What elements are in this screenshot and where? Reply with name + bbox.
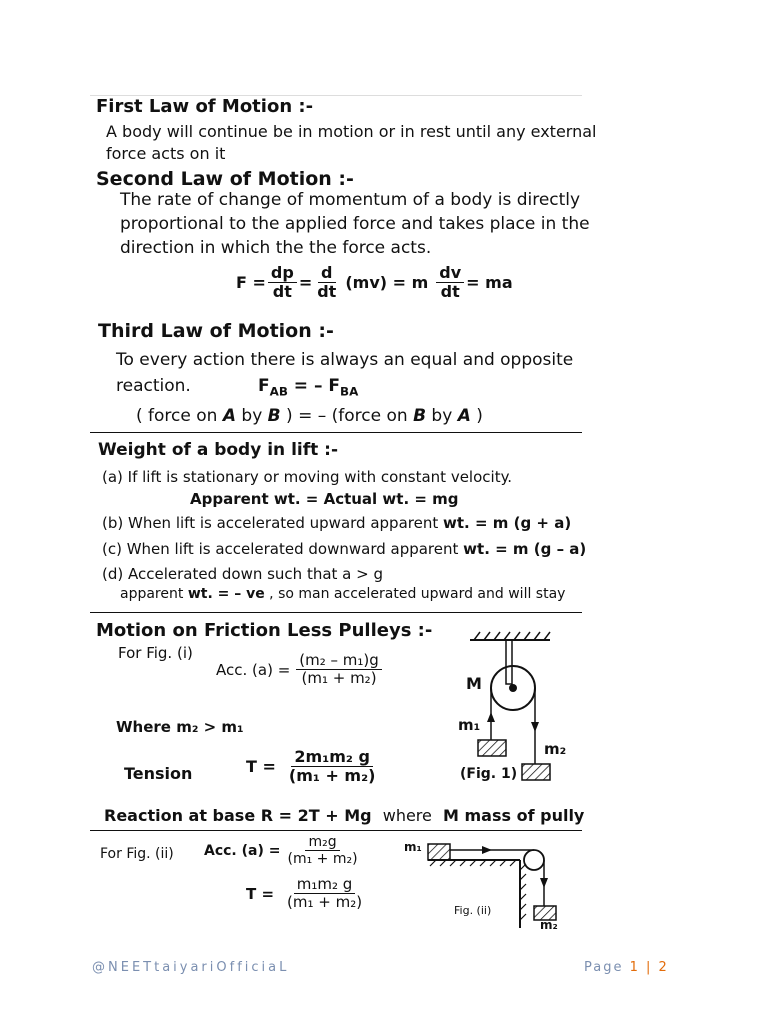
lift-d2: apparent wt. = – ve , so man accelerated upward and will stay (120, 586, 566, 602)
lift-a: (a) If lift is stationary or moving with constant velocity. (102, 468, 513, 486)
footer-handle: @NEETtaiyariOfficiaL (92, 960, 290, 975)
first-law-title: First Law of Motion :- (96, 96, 314, 117)
second-law-equation (236, 264, 513, 302)
frac-dp-dt: $\frac{dp}{dt}$ (268, 264, 297, 302)
eq-mv: (mv) = m (345, 273, 429, 293)
lift-b: (b) When lift is accelerated upward apparent wt. = m (g + a) (102, 514, 572, 532)
second-law-title: Second Law of Motion :- (96, 168, 354, 190)
fig1-label-m2: m₂ (544, 740, 567, 758)
where-text: Where m₂ > m₁ (116, 718, 244, 736)
third-law-line3: ( force on A by B ) = – (force on B by A ) (136, 406, 483, 426)
t2-formula: T = $\frac{\text{m₁m₂ g}}{\text{(m₁ + m₂)}}$ (246, 875, 363, 912)
eq-equals: = (298, 273, 313, 293)
third-law-title: Third Law of Motion :- (98, 320, 334, 342)
second-law-line2: proportional to the applied force and takes place in the (120, 214, 590, 234)
arrow-up-icon (487, 712, 495, 722)
mass-m1-block (478, 740, 506, 756)
pulleys-title: Motion on Friction Less Pulleys :- (96, 620, 433, 641)
fig1-pulley-diagram (440, 628, 580, 788)
first-law-line1: A body will continue be in motion or in rest until any external (106, 122, 597, 141)
arrow-right-icon (482, 846, 492, 854)
footer-page: Page 1 | 2 (584, 960, 669, 975)
frac-dv-dt: $\frac{dv}{dt}$ (436, 264, 464, 302)
arrow-down-icon (531, 722, 539, 732)
tension-formula: T = $\frac{\text{2m₁m₂ g}}{\text{(m₁ + m₂)}}$ (246, 747, 376, 786)
lift-c: (c) When lift is accelerated downward apparent wt. = m (g – a) (102, 540, 587, 558)
fig2-mass-m1-block (428, 844, 450, 860)
divider-1 (90, 432, 582, 433)
for-fig1: For Fig. (i) (118, 644, 193, 662)
tension-label: Tension (124, 764, 193, 783)
ceiling-hatch (474, 632, 550, 640)
fig2-caption: Fig. (ii) (454, 904, 492, 917)
lift-d: (d) Accelerated down such that a > g (102, 565, 384, 583)
second-law-line1: The rate of change of momentum of a body is directly (120, 190, 581, 210)
frac-d-dt: $\frac{d}{dt}$ (317, 263, 337, 302)
pulley-axle (509, 684, 517, 692)
for-fig2: For Fig. (ii) (100, 846, 174, 862)
eq-ma: = ma (466, 273, 513, 293)
fig2-label-m2: m₂ (540, 918, 558, 932)
fig2-pulley-wheel (524, 850, 544, 870)
third-law-equation: $F_{AB}$ = – $F_{BA}$ (258, 376, 359, 399)
mass-m2-block (522, 764, 550, 780)
divider-2 (90, 612, 582, 613)
fig1-caption: (Fig. 1) (460, 766, 518, 782)
reaction-text: Reaction at base R = 2T + Mg where M mass of pully (104, 806, 585, 825)
second-law-line3: direction in which the the force acts. (120, 238, 432, 258)
fig2-label-m1: m₁ (404, 840, 422, 854)
arrow-down-fig2-icon (540, 878, 548, 888)
pulley-support (506, 640, 512, 684)
fig1-label-m1: m₁ (458, 716, 481, 734)
lift-a-eq: Apparent wt. = Actual wt. = mg (190, 490, 459, 508)
third-law-line1: To every action there is always an equal and opposite (116, 350, 574, 370)
first-law-line2: force acts on it (106, 144, 226, 163)
acc2-formula: Acc. (a) = $\frac{\text{m₂g}}{\text{(m₁ + m₂)}}$ (204, 834, 358, 868)
eq-f: F = (236, 273, 266, 293)
divider-3 (90, 830, 582, 831)
third-law-line2: reaction. (116, 376, 191, 396)
fig1-label-M: M (466, 674, 482, 693)
acc-formula: Acc. (a) = $\frac{\text{(m₂ – m₁)g}}{\text{(m₁ + m₂)}}$ (216, 652, 384, 688)
lift-title: Weight of a body in lift :- (98, 440, 339, 460)
